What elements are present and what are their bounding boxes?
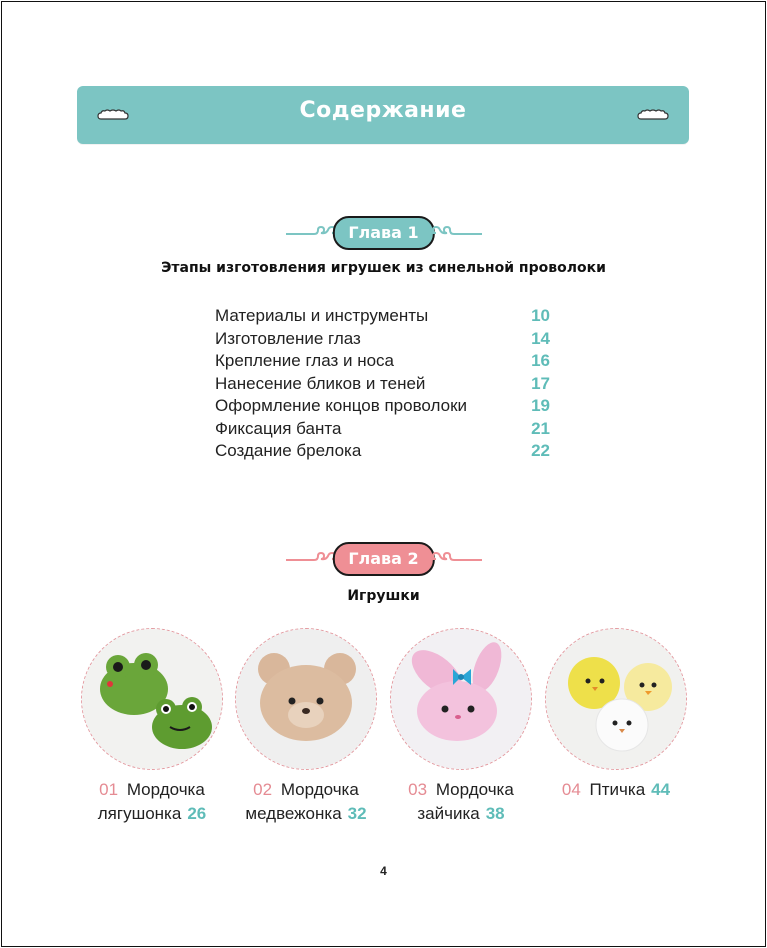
toy-page: 26 bbox=[187, 804, 207, 823]
toy-title-line2: зайчика bbox=[417, 804, 480, 823]
toy-index: 02 bbox=[253, 780, 273, 799]
chapter-1-subtitle: Этапы изготовления игрушек из синельной проволоки bbox=[161, 260, 606, 276]
chapter-2-heading bbox=[0, 542, 767, 574]
toy-title-line1: Мордочка bbox=[435, 780, 514, 799]
toc-item-title: Крепление глаз и носа bbox=[215, 351, 394, 370]
swirl-decoration-icon bbox=[424, 551, 484, 565]
toy-title-line2: медвежонка bbox=[245, 804, 342, 823]
page-title: Содержание bbox=[299, 98, 467, 123]
toy-page: 32 bbox=[347, 804, 367, 823]
toc-item-page: 14 bbox=[531, 328, 550, 348]
toy-title-line2: лягушонка bbox=[97, 804, 182, 823]
toc-item-title: Нанесение бликов и теней bbox=[215, 373, 426, 393]
toy-index: 03 bbox=[408, 780, 428, 799]
chapter-2-label: Глава 2 bbox=[332, 542, 434, 576]
toy-title-line1: Мордочка bbox=[126, 780, 205, 799]
cloud-decoration-icon bbox=[637, 108, 669, 122]
frog-toy-photo-icon bbox=[81, 628, 223, 770]
toc-item-title: Изготовление глаз bbox=[215, 328, 361, 348]
swirl-decoration-icon bbox=[424, 225, 484, 239]
toc-row[interactable] bbox=[215, 441, 550, 464]
chick-toy-photo-icon bbox=[545, 628, 687, 770]
toy-caption bbox=[221, 778, 391, 826]
toc-item-page: 17 bbox=[531, 373, 550, 393]
chapter-1-heading bbox=[0, 216, 767, 248]
toy-index: 04 bbox=[561, 780, 581, 799]
chapter-1-label: Глава 1 bbox=[332, 216, 434, 250]
toc-item-title: Создание брелока bbox=[215, 441, 362, 460]
toc-row[interactable] bbox=[215, 306, 550, 329]
toc-row[interactable] bbox=[215, 419, 550, 442]
toc-item-title: Материалы и инструменты bbox=[215, 306, 429, 325]
chapter-2-subtitle: Игрушки bbox=[347, 588, 420, 604]
toy-caption bbox=[376, 778, 546, 826]
bunny-toy-photo-icon bbox=[390, 628, 532, 770]
bear-toy-photo-icon bbox=[235, 628, 377, 770]
toy-index: 01 bbox=[99, 780, 119, 799]
toy-title-line1: Птичка bbox=[589, 780, 646, 799]
page-number: 4 bbox=[380, 864, 387, 878]
toc-item-title: Оформление концов проволоки bbox=[215, 396, 468, 415]
toy-page: 44 bbox=[651, 780, 671, 799]
toc-row[interactable] bbox=[215, 396, 550, 419]
toc-row[interactable] bbox=[215, 351, 550, 374]
toy-caption bbox=[531, 778, 701, 802]
chapter-1-toc bbox=[215, 306, 550, 464]
toc-item-title: Фиксация банта bbox=[215, 418, 342, 438]
toc-item-page: 19 bbox=[531, 396, 550, 415]
toc-item-page: 10 bbox=[531, 306, 550, 325]
toy-title-line1: Мордочка bbox=[280, 780, 359, 799]
toy-caption bbox=[67, 778, 237, 826]
toc-row[interactable] bbox=[215, 329, 550, 352]
toc-row[interactable] bbox=[215, 374, 550, 397]
toys-list bbox=[0, 628, 767, 838]
toy-page: 38 bbox=[485, 804, 505, 823]
toc-item-page: 21 bbox=[531, 418, 550, 438]
toc-item-page: 22 bbox=[531, 441, 550, 460]
contents-banner bbox=[77, 86, 689, 144]
toc-item-page: 16 bbox=[531, 351, 550, 370]
